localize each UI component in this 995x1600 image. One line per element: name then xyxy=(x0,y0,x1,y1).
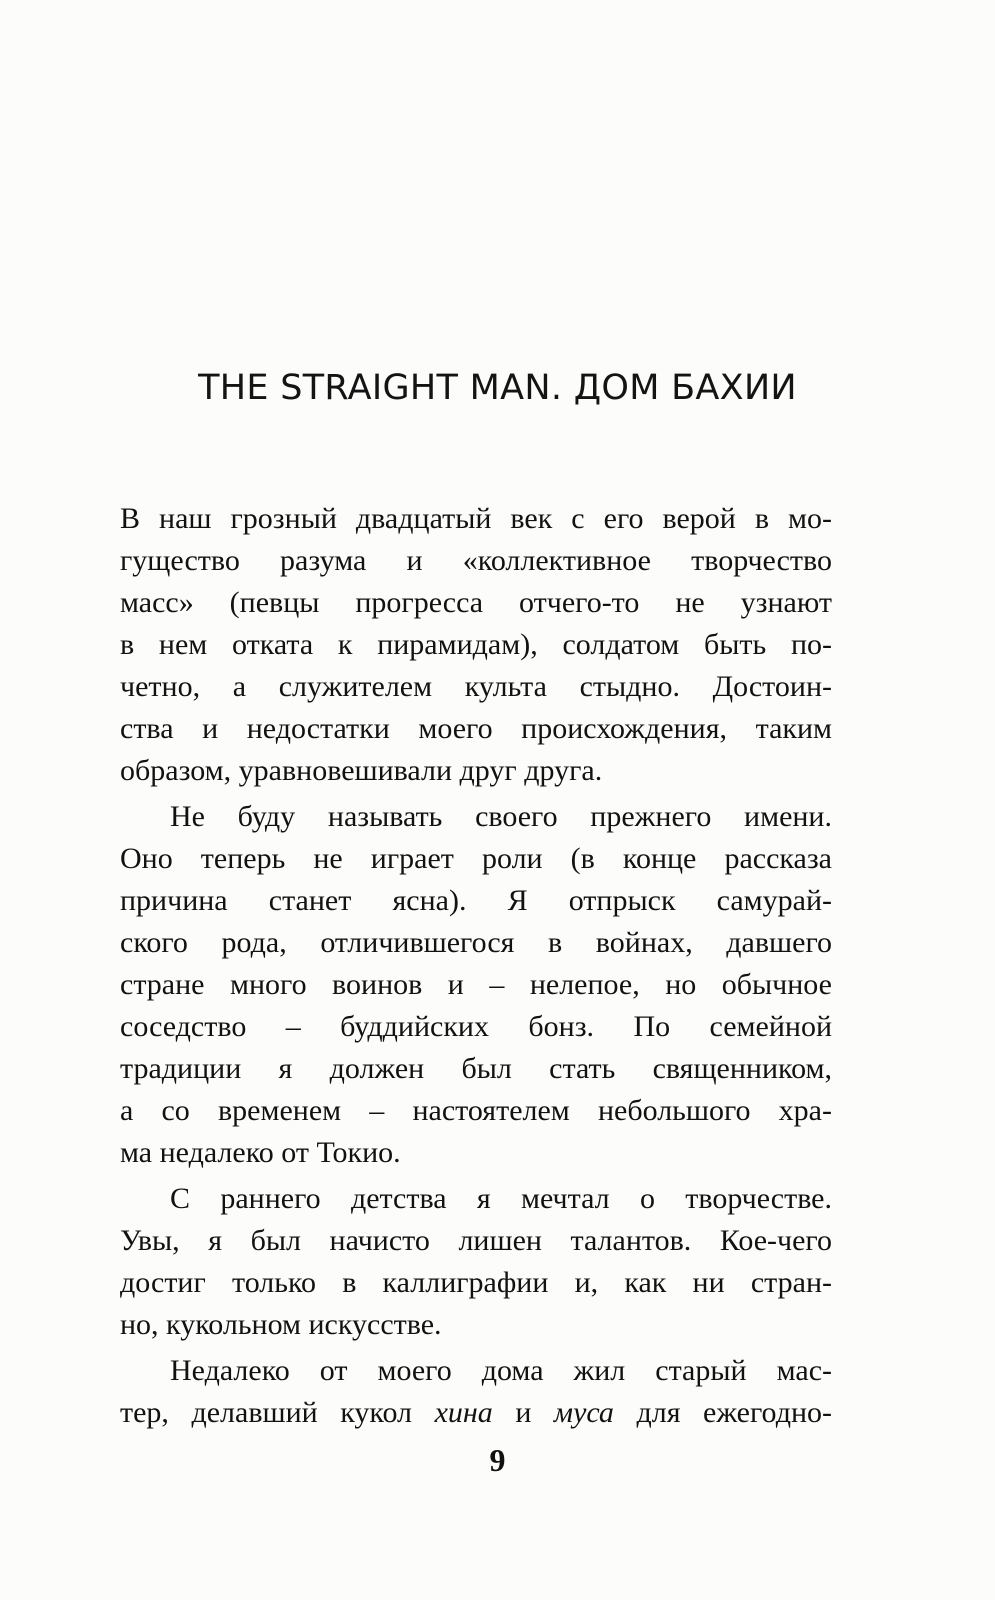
italic-term-musa: муса xyxy=(553,1396,614,1429)
text-line: соседство – буддийских бонз. По семейной xyxy=(120,1010,832,1043)
text-line: традиции я должен был стать священником, xyxy=(120,1052,832,1085)
text-segment: и xyxy=(492,1396,554,1429)
text-line: ма недалеко от Токио. xyxy=(120,1136,401,1169)
text-line: С раннего детства я мечтал о творчестве. xyxy=(170,1182,832,1215)
text-line: образом, уравновешивали друг друга. xyxy=(120,754,603,787)
text-line: масс» (певцы прогресса отчего-то не узнают xyxy=(120,586,832,619)
paragraph-1 xyxy=(120,498,832,792)
text-line: Недалеко от моего дома жил старый мас- xyxy=(170,1354,832,1387)
text-line: четно, а служителем культа стыдно. Достоин- xyxy=(120,670,832,703)
text-line: ства и недостатки моего происхождения, таким xyxy=(120,712,832,745)
text-line: а со временем – настоятелем небольшого хра- xyxy=(120,1094,832,1127)
text-line: В наш грозный двадцатый век с его верой в мо- xyxy=(120,502,832,535)
italic-term-hina: хина xyxy=(434,1396,493,1429)
paragraph-3 xyxy=(120,1178,832,1346)
page-number: 9 xyxy=(489,1442,506,1478)
text-line: стране много воинов и – нелепое, но обычное xyxy=(120,968,832,1001)
paragraph-4 xyxy=(120,1350,832,1434)
text-line: достиг только в каллиграфии и, как ни стран- xyxy=(120,1266,832,1299)
text-line: гущество разума и «коллективное творчество xyxy=(120,544,832,577)
text-segment: для ежегодно- xyxy=(613,1396,833,1429)
body-text xyxy=(120,498,832,1434)
text-line: Оно теперь не играет роли (в конце рассказа xyxy=(120,842,832,875)
text-line-with-italics xyxy=(120,1392,832,1434)
chapter-title: THE STRAIGHT MAN. ДОМ БАХИИ xyxy=(198,368,797,408)
text-line: ского рода, отличившегося в войнах, давшего xyxy=(120,926,832,959)
text-line: в нем отката к пирамидам), солдатом быть по- xyxy=(120,628,832,661)
paragraph-2 xyxy=(120,796,832,1174)
text-line: Увы, я был начисто лишен талантов. Кое-чего xyxy=(120,1224,832,1257)
text-line: Не буду называть своего прежнего имени. xyxy=(170,800,832,833)
text-segment: тер, делавший кукол xyxy=(120,1396,435,1429)
text-line: причина станет ясна). Я отпрыск самурай- xyxy=(120,884,832,917)
text-line: но, кукольном искусстве. xyxy=(120,1308,442,1341)
